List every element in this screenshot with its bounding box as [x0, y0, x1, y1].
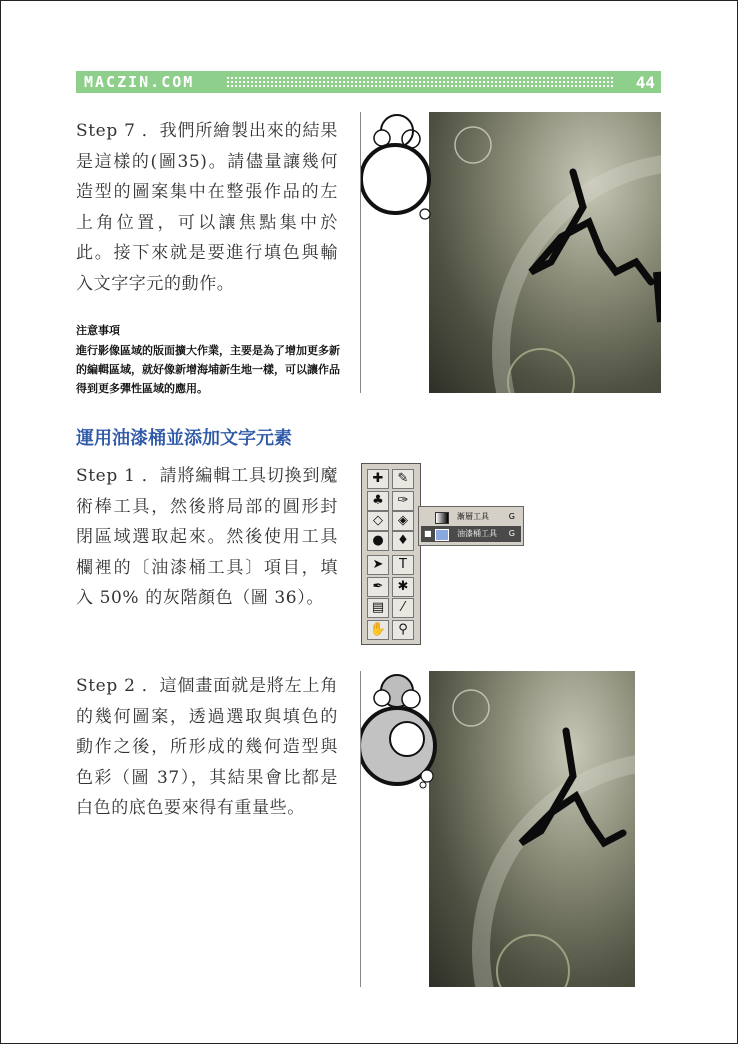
shape-icon[interactable]: ✱: [392, 577, 414, 597]
dodge-icon[interactable]: ♦: [392, 531, 414, 551]
paint-bucket-flyout-menu: [418, 506, 524, 546]
notes-icon[interactable]: ▤: [367, 598, 389, 618]
selected-mark-icon: ■: [424, 529, 432, 538]
eyedropper-icon[interactable]: ⁄: [392, 598, 414, 618]
flyout-item-shortcut: G: [508, 529, 515, 538]
flyout-item-label: 漸層工具: [457, 512, 489, 521]
section-heading: 運用油漆桶並添加文字元素: [76, 428, 292, 449]
brush-icon[interactable]: ✎: [392, 469, 414, 489]
clone-stamp-icon[interactable]: ♣: [367, 491, 389, 511]
step1-paragraph: Step 1 ．請將編輯工具切換到魔術棒工具，然後將局部的圓形封閉區域選取起來。然後使用工具欄裡的〔油漆桶工具〕項目，填入 50% 的灰階顏色（圖 36）。: [76, 466, 338, 608]
type-icon[interactable]: T: [392, 555, 414, 575]
note-body: 進行影像區域的版面擴大作業，主要是為了增加更多新的編輯區域，就好像新增海埔新生地一樣，可以讓作品得到更多彈性區域的應用。: [76, 344, 340, 395]
flyout-item-shortcut: G: [508, 512, 515, 521]
note-title: 注意事項: [76, 324, 120, 337]
eraser-icon[interactable]: ◇: [367, 511, 389, 531]
healing-brush-icon[interactable]: ✚: [367, 469, 389, 489]
flyout-item-paint-bucket[interactable]: [421, 526, 521, 542]
figure-35-image: [360, 112, 661, 393]
history-brush-icon[interactable]: ✑: [392, 491, 414, 511]
figure-37-image: [360, 671, 635, 987]
gradient-icon: [435, 512, 449, 524]
header-dot-pattern: [226, 76, 613, 88]
page-header: [76, 71, 661, 93]
step7-paragraph: Step 7 ．我們所繪製出來的結果是這樣的(圖35)。請儘量讓幾何造型的圖案集中在整張作品的左上角位置，可以讓焦點集中於此。接下來就是要進行填色與輸入文字字元的動作。: [76, 121, 338, 294]
hand-icon[interactable]: ✋: [367, 620, 389, 640]
pen-icon[interactable]: ✒: [367, 577, 389, 597]
brand-logo: MACZIN.COM: [84, 73, 195, 91]
zoom-icon[interactable]: ⚲: [392, 620, 414, 640]
flyout-item-gradient[interactable]: [421, 509, 521, 525]
blur-icon[interactable]: ●: [367, 531, 389, 551]
flyout-item-label: 油漆桶工具: [457, 529, 497, 538]
photoshop-toolbox: [361, 463, 421, 645]
page-number: 44: [635, 73, 655, 92]
geometric-pattern: [361, 112, 661, 393]
paint-bucket-icon[interactable]: ◈: [392, 511, 414, 531]
step2-paragraph: Step 2 ．這個畫面就是將左上角的幾何圖案，透過選取與填色的動作之後，所形成的幾何造型與色彩（圖 37），其結果會比都是白色的底色要來得有重量些。: [76, 676, 338, 818]
paint-bucket-icon: [435, 529, 449, 541]
geometric-pattern-filled: [361, 671, 635, 987]
path-select-icon[interactable]: ➤: [367, 555, 389, 575]
